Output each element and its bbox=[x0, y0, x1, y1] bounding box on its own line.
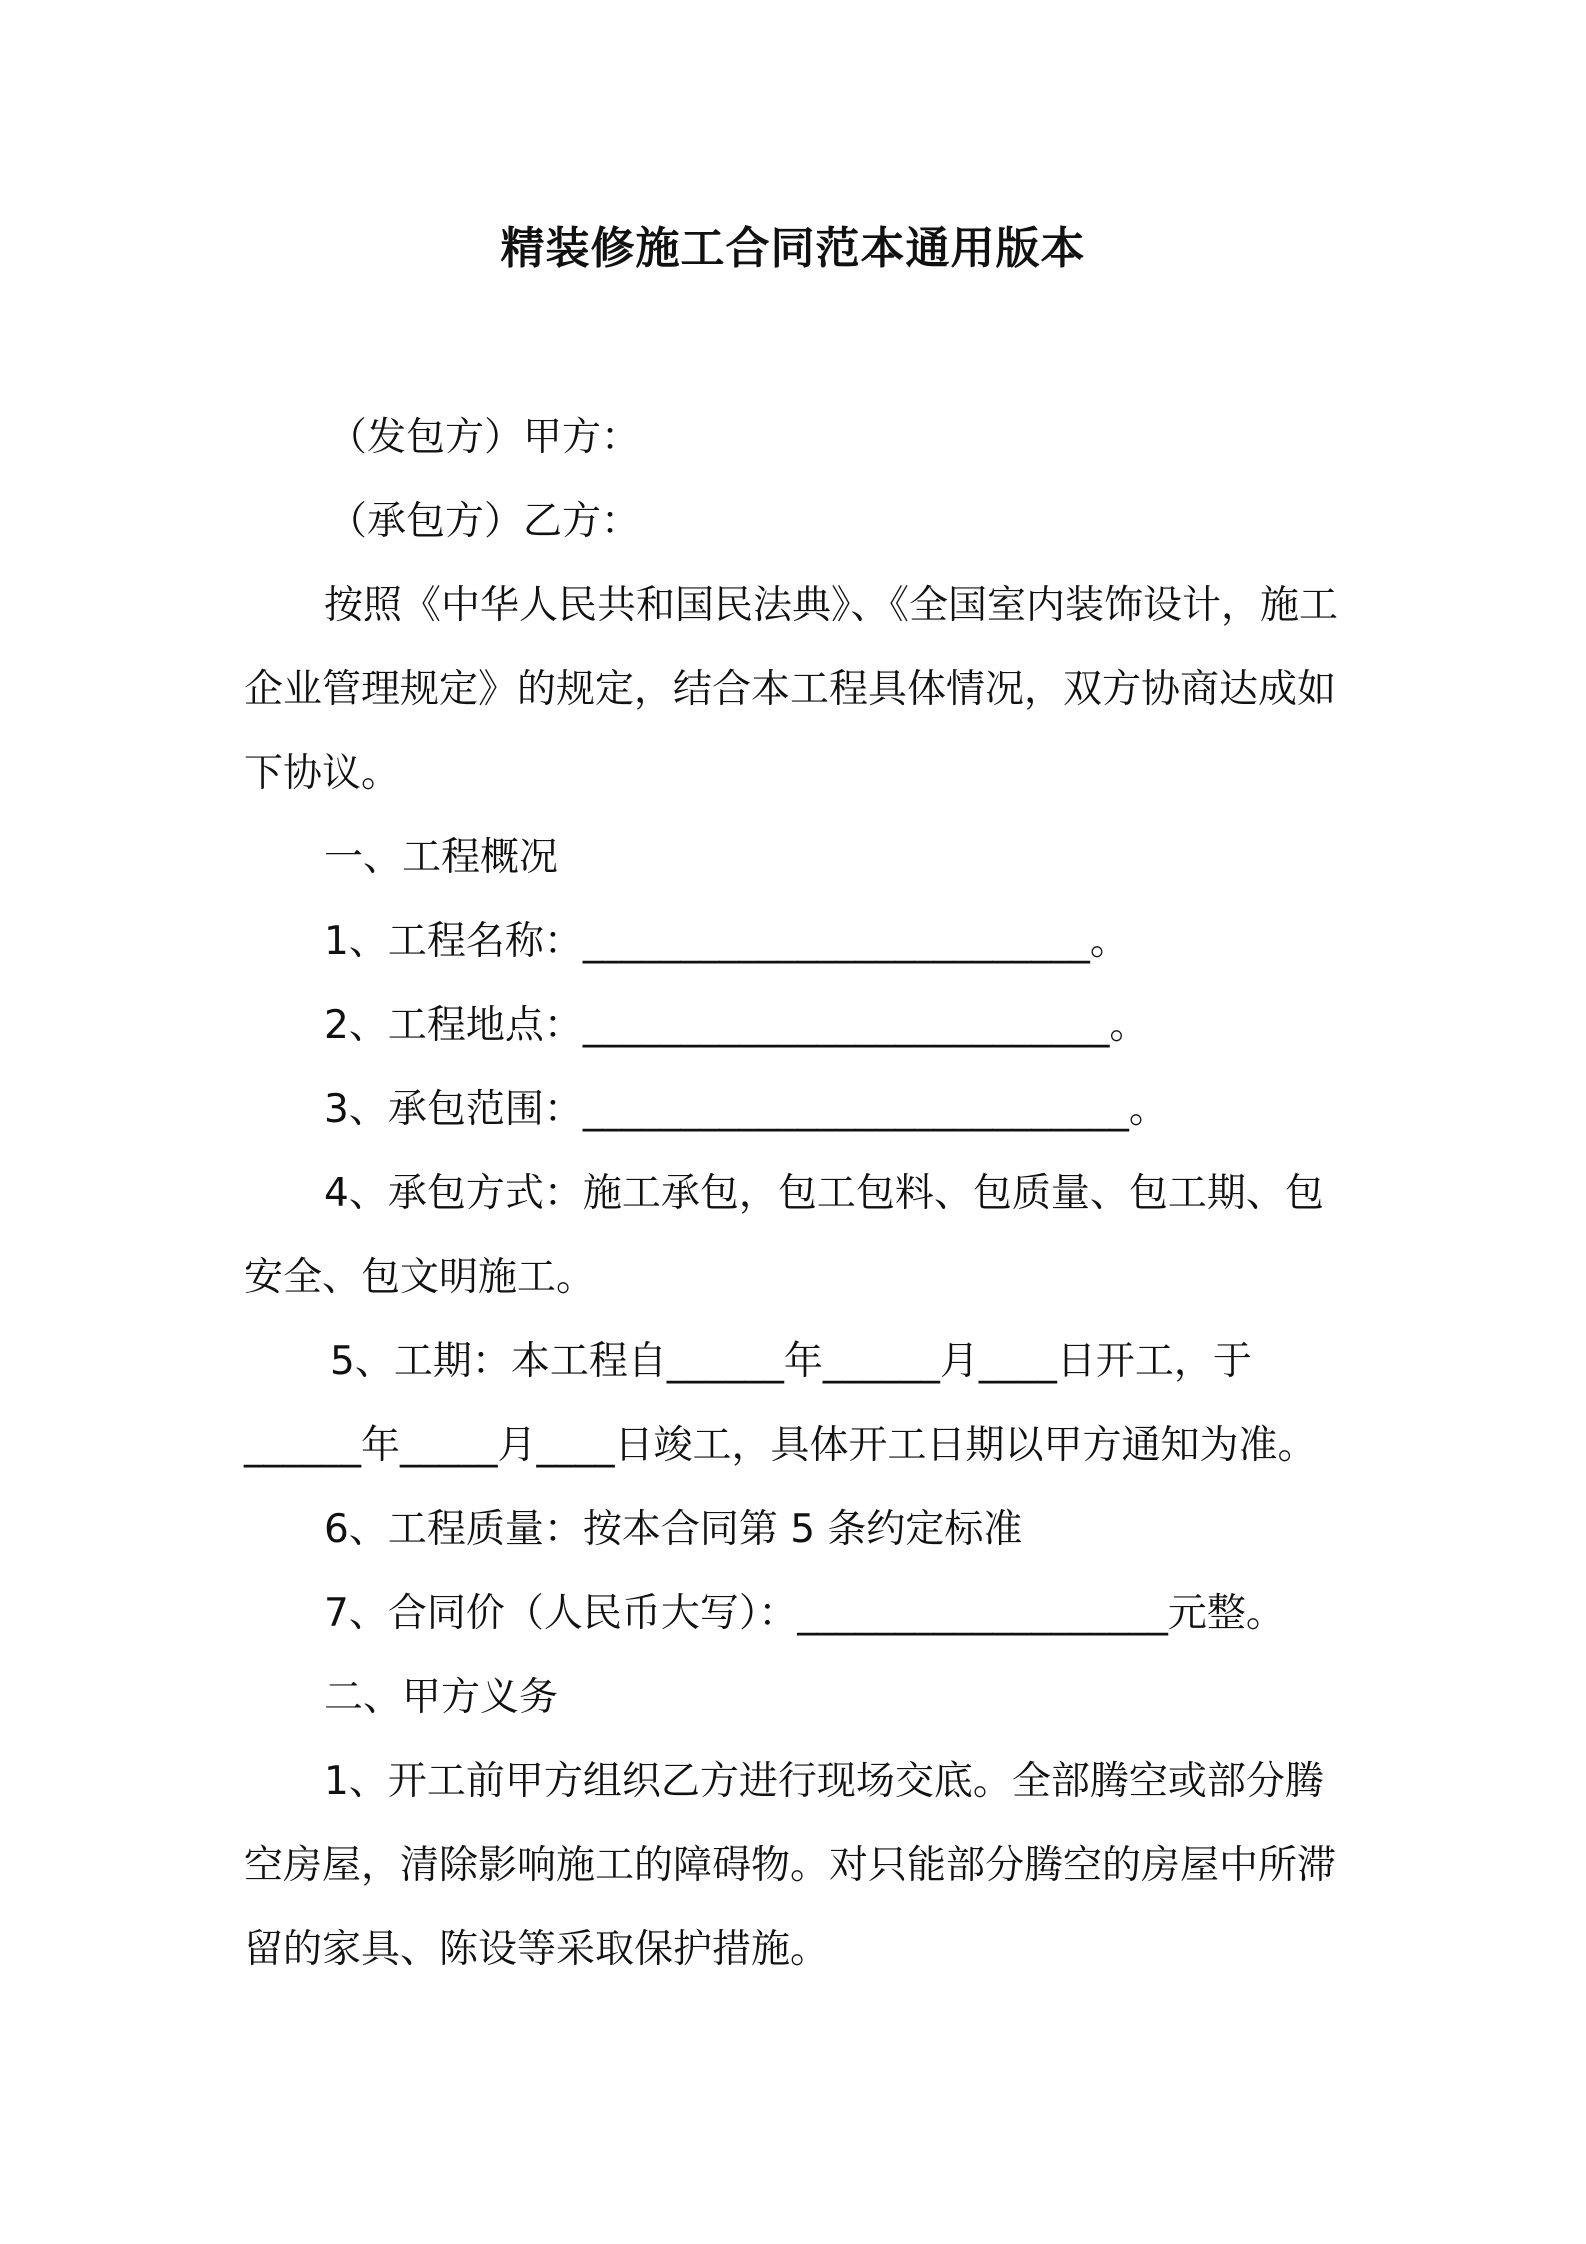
obligation-line-1: 1、开工前甲方组织乙方进行现场交底。全部腾空或部分腾 bbox=[324, 1759, 1324, 1804]
party-b-line: （承包方）乙方： bbox=[328, 499, 641, 544]
section-heading-1: 一、工程概况 bbox=[324, 835, 559, 880]
preamble-line-1: 按照《中华人民共和国民法典》、《全国室内装饰设计，施工 bbox=[324, 583, 1339, 628]
preamble-line-2: 企业管理规定》的规定，结合本工程具体情况，双方协商达成如 bbox=[244, 667, 1337, 712]
obligation-line-3: 留的家具、陈设等采取保护措施。 bbox=[244, 1927, 830, 1972]
quality-line: 6、工程质量：按本合同第 5 条约定标准 bbox=[324, 1507, 1023, 1552]
preamble-line-3: 下协议。 bbox=[244, 751, 401, 796]
contract-scope-line: 3、承包范围：____________________________。 bbox=[324, 1087, 1168, 1132]
section-heading-2: 二、甲方义务 bbox=[324, 1675, 559, 1720]
obligation-line-2: 空房屋，清除影响施工的障碍物。对只能部分腾空的房屋中所滞 bbox=[244, 1843, 1337, 1888]
document-title: 精装修施工合同范本通用版本 bbox=[500, 223, 1086, 274]
party-a-line: （发包方）甲方： bbox=[328, 415, 641, 460]
project-name-line: 1、工程名称：__________________________。 bbox=[324, 919, 1129, 964]
contract-price-line: 7、合同价（人民币大写）：___________________元整。 bbox=[324, 1591, 1285, 1636]
contract-method-line-2: 安全、包文明施工。 bbox=[244, 1255, 596, 1300]
project-location-line: 2、工程地点：___________________________。 bbox=[324, 1003, 1149, 1048]
contract-method-line-1: 4、承包方式：施工承包，包工包料、包质量、包工期、包 bbox=[324, 1171, 1324, 1216]
duration-line-1: 5、工期：本工程自______年______月____日开工，于 bbox=[330, 1339, 1252, 1384]
duration-line-2: ______年_____月____日竣工，具体开工日期以甲方通知为准。 bbox=[244, 1423, 1317, 1468]
